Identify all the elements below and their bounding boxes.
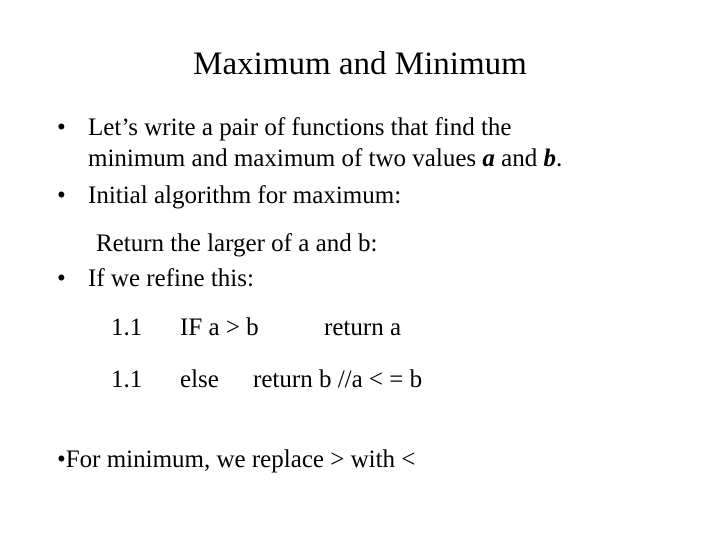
bullet-marker: • — [57, 114, 66, 141]
footer-note: •For minimum, we replace > with < — [57, 446, 416, 473]
code-condition: IF a > b — [180, 314, 259, 341]
bullet-text-1-mid: and — [494, 145, 544, 172]
bullet-text-1-end: . — [556, 145, 563, 172]
code-action: return a — [324, 314, 402, 341]
bullet-text-3: If we refine this: — [88, 265, 254, 292]
variable-b: b — [543, 145, 557, 172]
code-line-number: 1.1 — [111, 366, 143, 393]
bullet-text-1-line1: Let’s write a pair of functions that find the — [88, 114, 512, 141]
bullet-text-1-prefix: minimum and maximum of two values — [88, 145, 483, 172]
code-line-number: 1.1 — [111, 314, 143, 341]
slide-title: Maximum and Minimum — [193, 46, 527, 82]
code-condition: else — [180, 366, 219, 393]
bullet-marker: • — [57, 265, 66, 292]
code-action: return b //a < = b — [253, 366, 423, 393]
bullet-marker: • — [57, 182, 66, 209]
variable-a: a — [482, 145, 495, 172]
bullet-text-1-line2 — [88, 143, 562, 174]
bullet-text-2: Initial algorithm for maximum: — [88, 182, 402, 209]
indented-return-line: Return the larger of a and b: — [96, 230, 378, 257]
